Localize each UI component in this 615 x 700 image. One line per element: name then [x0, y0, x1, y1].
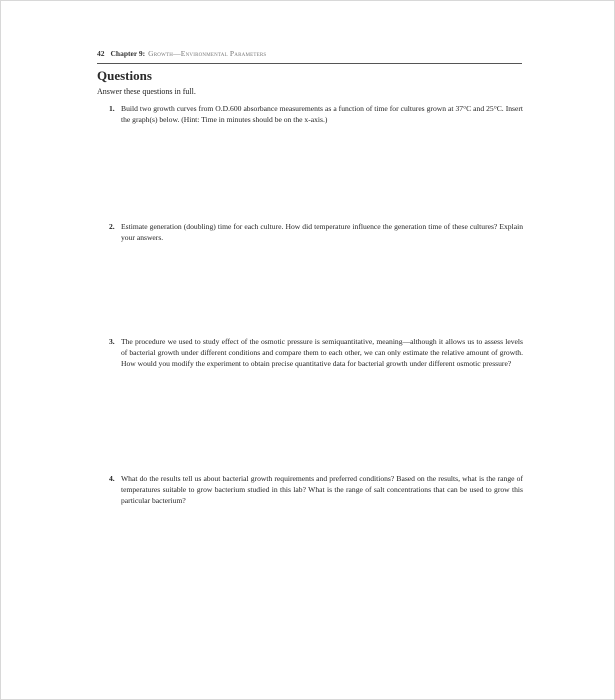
chapter-title: Growth—Environmental Parameters — [148, 49, 267, 58]
header-rule — [97, 63, 522, 64]
question-item — [109, 104, 523, 126]
question-item — [109, 474, 523, 506]
question-number: 3. — [109, 337, 115, 346]
question-number: 1. — [109, 104, 115, 113]
question-number: 2. — [109, 222, 115, 231]
question-item — [109, 222, 523, 244]
page-number: 42 — [97, 49, 105, 58]
question-item — [109, 337, 523, 369]
question-text: What do the results tell us about bacterial growth requirements and preferred conditions? Based on the results, what is the range of temperatures suitable to grow bacterium studied in this lab? What is the range of salt concentrations that can be used to grow this particular bacterium? — [121, 474, 523, 505]
chapter-label: Chapter 9: — [110, 49, 146, 58]
question-text: Estimate generation (doubling) time for each culture. How did temperature influence the generation time of these cultures? Explain your answers. — [121, 222, 523, 242]
running-head — [97, 49, 522, 59]
instructions: Answer these questions in full. — [97, 87, 196, 96]
question-text: The procedure we used to study effect of the osmotic pressure is semiquantitative, meaning—although it allows us to assess levels of bacterial growth under different conditions and compare them to each other, we can only estimate the relative amount of growth. How would you modify the experiment to obtain precise quantitative data for bacterial growth under different osmotic pressure? — [121, 337, 523, 368]
question-text: Build two growth curves from O.D.600 absorbance measurements as a function of time for cultures grown at 37°C and 25°C. Insert the graph(s) below. (Hint: Time in minutes should be on the x-axis.) — [121, 104, 523, 124]
section-title: Questions — [97, 68, 152, 83]
question-number: 4. — [109, 474, 115, 483]
